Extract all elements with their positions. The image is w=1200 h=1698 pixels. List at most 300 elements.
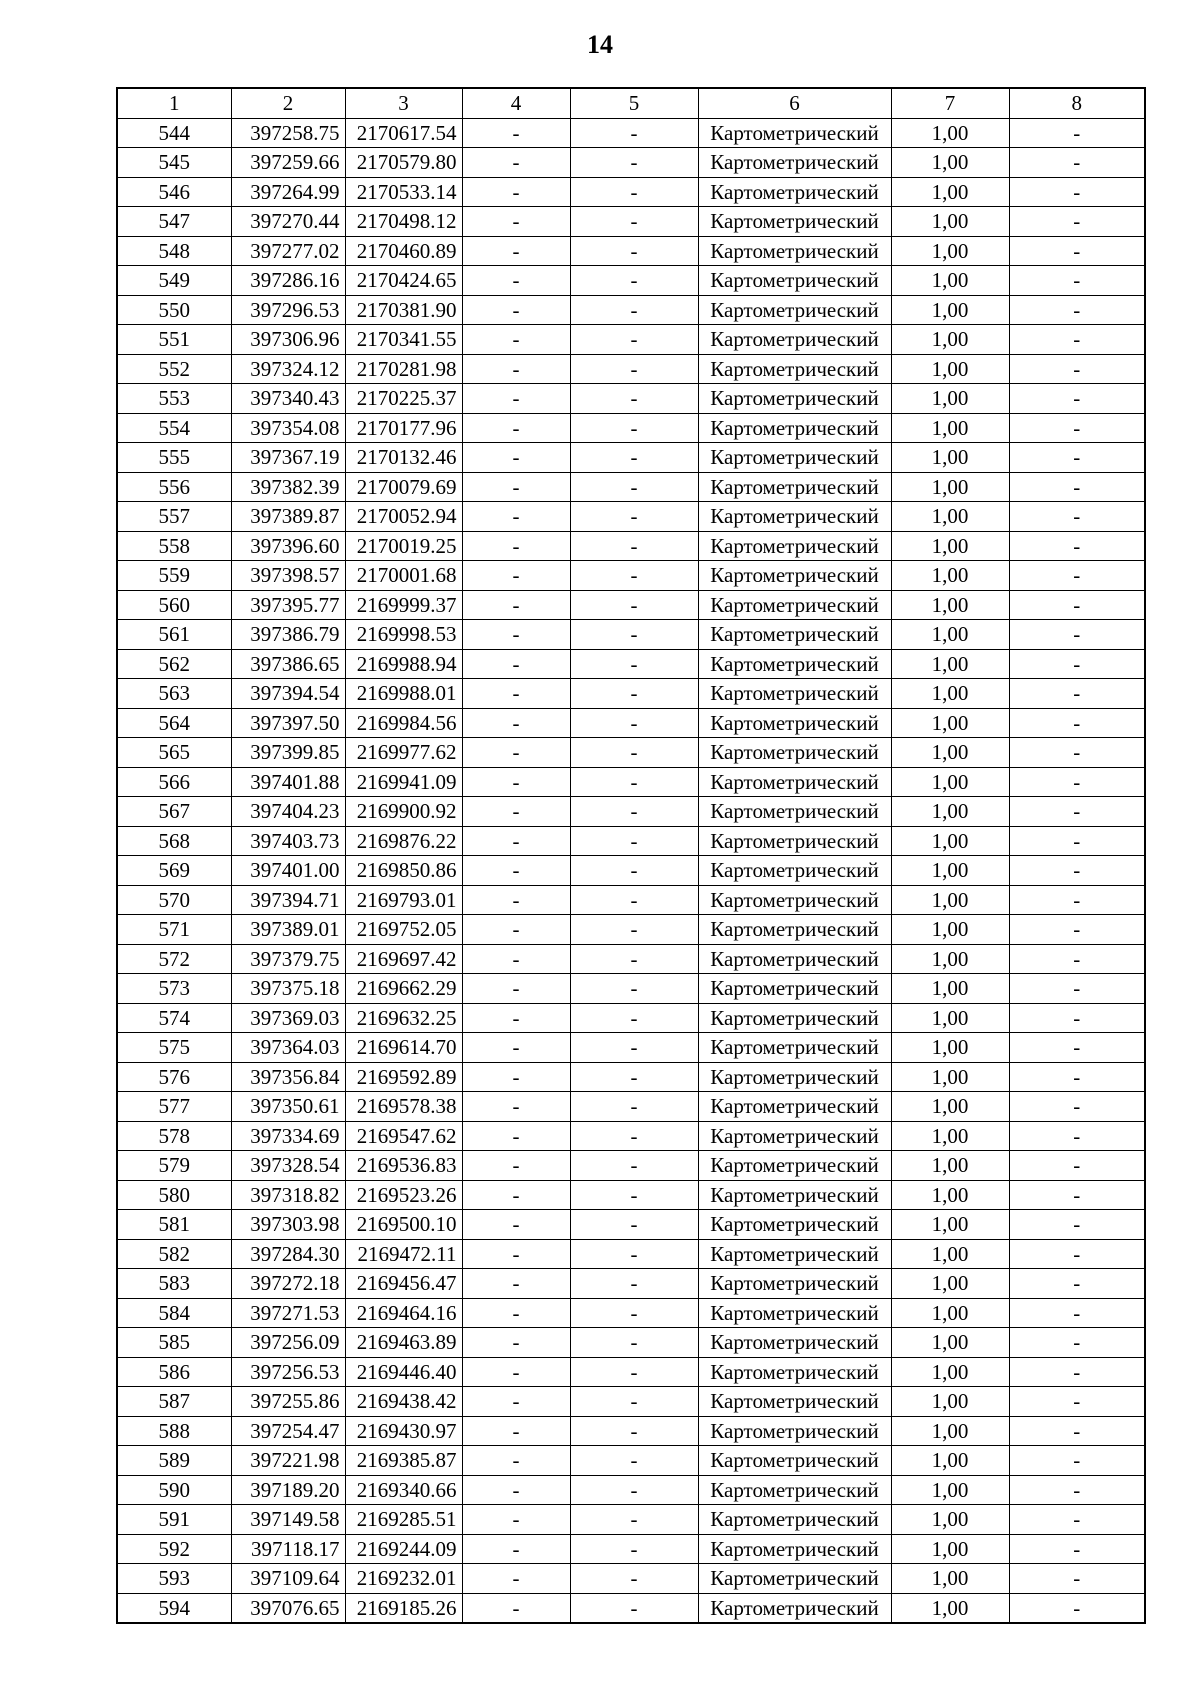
method-cell: Картометрический — [698, 443, 891, 473]
method-cell: Картометрический — [698, 826, 891, 856]
y-coordinate-cell: 2169988.01 — [345, 679, 462, 709]
column-4-cell: - — [462, 1003, 570, 1033]
x-coordinate-cell: 397340.43 — [231, 384, 345, 414]
x-coordinate-cell: 397254.47 — [231, 1416, 345, 1446]
y-coordinate-cell: 2169547.62 — [345, 1121, 462, 1151]
column-5-cell: - — [570, 1033, 698, 1063]
accuracy-cell: 1,00 — [891, 1564, 1009, 1594]
table-row — [117, 1210, 1145, 1240]
accuracy-cell: 1,00 — [891, 708, 1009, 738]
x-coordinate-cell: 397369.03 — [231, 1003, 345, 1033]
column-8-cell: - — [1009, 118, 1145, 148]
method-cell: Картометрический — [698, 561, 891, 591]
method-cell: Картометрический — [698, 1357, 891, 1387]
method-cell: Картометрический — [698, 472, 891, 502]
column-5-cell: - — [570, 708, 698, 738]
x-coordinate-cell: 397270.44 — [231, 207, 345, 237]
x-coordinate-cell: 397306.96 — [231, 325, 345, 355]
x-coordinate-cell: 397350.61 — [231, 1092, 345, 1122]
column-4-cell: - — [462, 325, 570, 355]
point-number-cell: 589 — [117, 1446, 231, 1476]
table-row — [117, 1180, 1145, 1210]
point-number-cell: 549 — [117, 266, 231, 296]
method-cell: Картометрический — [698, 885, 891, 915]
x-coordinate-cell: 397394.54 — [231, 679, 345, 709]
method-cell: Картометрический — [698, 590, 891, 620]
column-header-5: 5 — [570, 88, 698, 118]
column-header-3: 3 — [345, 88, 462, 118]
point-number-cell: 560 — [117, 590, 231, 620]
y-coordinate-cell: 2170460.89 — [345, 236, 462, 266]
y-coordinate-cell: 2169632.25 — [345, 1003, 462, 1033]
column-8-cell: - — [1009, 266, 1145, 296]
point-number-cell: 581 — [117, 1210, 231, 1240]
column-5-cell: - — [570, 1151, 698, 1181]
x-coordinate-cell: 397303.98 — [231, 1210, 345, 1240]
accuracy-cell: 1,00 — [891, 354, 1009, 384]
method-cell: Картометрический — [698, 974, 891, 1004]
column-4-cell: - — [462, 1298, 570, 1328]
column-8-cell: - — [1009, 1092, 1145, 1122]
column-8-cell: - — [1009, 384, 1145, 414]
point-number-cell: 562 — [117, 649, 231, 679]
column-5-cell: - — [570, 177, 698, 207]
point-number-cell: 547 — [117, 207, 231, 237]
column-8-cell: - — [1009, 531, 1145, 561]
column-5-cell: - — [570, 767, 698, 797]
column-4-cell: - — [462, 1180, 570, 1210]
accuracy-cell: 1,00 — [891, 885, 1009, 915]
point-number-cell: 575 — [117, 1033, 231, 1063]
column-4-cell: - — [462, 1505, 570, 1535]
accuracy-cell: 1,00 — [891, 236, 1009, 266]
column-8-cell: - — [1009, 1062, 1145, 1092]
y-coordinate-cell: 2169456.47 — [345, 1269, 462, 1299]
column-8-cell: - — [1009, 649, 1145, 679]
table-row — [117, 649, 1145, 679]
x-coordinate-cell: 397404.23 — [231, 797, 345, 827]
y-coordinate-cell: 2169578.38 — [345, 1092, 462, 1122]
method-cell: Картометрический — [698, 295, 891, 325]
method-cell: Картометрический — [698, 1239, 891, 1269]
accuracy-cell: 1,00 — [891, 1003, 1009, 1033]
column-5-cell: - — [570, 472, 698, 502]
method-cell: Картометрический — [698, 915, 891, 945]
table-row — [117, 443, 1145, 473]
table-row — [117, 266, 1145, 296]
point-number-cell: 584 — [117, 1298, 231, 1328]
point-number-cell: 561 — [117, 620, 231, 650]
point-number-cell: 573 — [117, 974, 231, 1004]
method-cell: Картометрический — [698, 1062, 891, 1092]
accuracy-cell: 1,00 — [891, 915, 1009, 945]
column-5-cell: - — [570, 1534, 698, 1564]
y-coordinate-cell: 2169385.87 — [345, 1446, 462, 1476]
method-cell: Картометрический — [698, 944, 891, 974]
method-cell: Картометрический — [698, 1151, 891, 1181]
point-number-cell: 585 — [117, 1328, 231, 1358]
column-8-cell: - — [1009, 915, 1145, 945]
accuracy-cell: 1,00 — [891, 1121, 1009, 1151]
column-8-cell: - — [1009, 1298, 1145, 1328]
column-4-cell: - — [462, 1269, 570, 1299]
y-coordinate-cell: 2170617.54 — [345, 118, 462, 148]
x-coordinate-cell: 397255.86 — [231, 1387, 345, 1417]
accuracy-cell: 1,00 — [891, 974, 1009, 1004]
accuracy-cell: 1,00 — [891, 1298, 1009, 1328]
column-4-cell: - — [462, 974, 570, 1004]
table-row — [117, 738, 1145, 768]
table-row — [117, 974, 1145, 1004]
x-coordinate-cell: 397401.88 — [231, 767, 345, 797]
x-coordinate-cell: 397277.02 — [231, 236, 345, 266]
x-coordinate-cell: 397258.75 — [231, 118, 345, 148]
point-number-cell: 586 — [117, 1357, 231, 1387]
column-5-cell: - — [570, 148, 698, 178]
y-coordinate-cell: 2170281.98 — [345, 354, 462, 384]
point-number-cell: 558 — [117, 531, 231, 561]
column-5-cell: - — [570, 1416, 698, 1446]
x-coordinate-cell: 397364.03 — [231, 1033, 345, 1063]
accuracy-cell: 1,00 — [891, 1180, 1009, 1210]
table-row — [117, 1387, 1145, 1417]
method-cell: Картометрический — [698, 1593, 891, 1623]
y-coordinate-cell: 2169464.16 — [345, 1298, 462, 1328]
x-coordinate-cell: 397397.50 — [231, 708, 345, 738]
point-number-cell: 555 — [117, 443, 231, 473]
method-cell: Картометрический — [698, 118, 891, 148]
accuracy-cell: 1,00 — [891, 1151, 1009, 1181]
column-8-cell: - — [1009, 443, 1145, 473]
column-8-cell: - — [1009, 1505, 1145, 1535]
x-coordinate-cell: 397109.64 — [231, 1564, 345, 1594]
column-5-cell: - — [570, 1505, 698, 1535]
column-5-cell: - — [570, 266, 698, 296]
table-row — [117, 1121, 1145, 1151]
x-coordinate-cell: 397403.73 — [231, 826, 345, 856]
accuracy-cell: 1,00 — [891, 826, 1009, 856]
column-8-cell: - — [1009, 885, 1145, 915]
column-4-cell: - — [462, 1121, 570, 1151]
table-row — [117, 826, 1145, 856]
method-cell: Картометрический — [698, 1564, 891, 1594]
y-coordinate-cell: 2169500.10 — [345, 1210, 462, 1240]
column-4-cell: - — [462, 443, 570, 473]
table-row — [117, 295, 1145, 325]
table-row — [117, 177, 1145, 207]
y-coordinate-cell: 2170579.80 — [345, 148, 462, 178]
column-5-cell: - — [570, 1328, 698, 1358]
y-coordinate-cell: 2169592.89 — [345, 1062, 462, 1092]
accuracy-cell: 1,00 — [891, 148, 1009, 178]
table-row — [117, 148, 1145, 178]
column-5-cell: - — [570, 443, 698, 473]
column-5-cell: - — [570, 974, 698, 1004]
column-8-cell: - — [1009, 826, 1145, 856]
accuracy-cell: 1,00 — [891, 1534, 1009, 1564]
accuracy-cell: 1,00 — [891, 295, 1009, 325]
point-number-cell: 570 — [117, 885, 231, 915]
accuracy-cell: 1,00 — [891, 384, 1009, 414]
accuracy-cell: 1,00 — [891, 767, 1009, 797]
column-4-cell: - — [462, 767, 570, 797]
x-coordinate-cell: 397296.53 — [231, 295, 345, 325]
point-number-cell: 569 — [117, 856, 231, 886]
column-4-cell: - — [462, 856, 570, 886]
column-4-cell: - — [462, 679, 570, 709]
table-row — [117, 856, 1145, 886]
table-row — [117, 885, 1145, 915]
method-cell: Картометрический — [698, 1180, 891, 1210]
column-4-cell: - — [462, 1328, 570, 1358]
point-number-cell: 590 — [117, 1475, 231, 1505]
point-number-cell: 565 — [117, 738, 231, 768]
column-8-cell: - — [1009, 944, 1145, 974]
table-row — [117, 679, 1145, 709]
column-4-cell: - — [462, 236, 570, 266]
x-coordinate-cell: 397382.39 — [231, 472, 345, 502]
column-5-cell: - — [570, 1387, 698, 1417]
column-4-cell: - — [462, 118, 570, 148]
point-number-cell: 593 — [117, 1564, 231, 1594]
point-number-cell: 546 — [117, 177, 231, 207]
column-5-cell: - — [570, 1298, 698, 1328]
table-row — [117, 1033, 1145, 1063]
y-coordinate-cell: 2169536.83 — [345, 1151, 462, 1181]
x-coordinate-cell: 397264.99 — [231, 177, 345, 207]
accuracy-cell: 1,00 — [891, 1062, 1009, 1092]
x-coordinate-cell: 397271.53 — [231, 1298, 345, 1328]
accuracy-cell: 1,00 — [891, 413, 1009, 443]
x-coordinate-cell: 397286.16 — [231, 266, 345, 296]
table-row — [117, 502, 1145, 532]
point-number-cell: 576 — [117, 1062, 231, 1092]
column-8-cell: - — [1009, 1033, 1145, 1063]
column-4-cell: - — [462, 885, 570, 915]
table-row — [117, 561, 1145, 591]
column-header-8: 8 — [1009, 88, 1145, 118]
point-number-cell: 582 — [117, 1239, 231, 1269]
accuracy-cell: 1,00 — [891, 207, 1009, 237]
x-coordinate-cell: 397328.54 — [231, 1151, 345, 1181]
accuracy-cell: 1,00 — [891, 177, 1009, 207]
method-cell: Картометрический — [698, 1298, 891, 1328]
method-cell: Картометрический — [698, 413, 891, 443]
table-row — [117, 1446, 1145, 1476]
accuracy-cell: 1,00 — [891, 944, 1009, 974]
column-8-cell: - — [1009, 1121, 1145, 1151]
y-coordinate-cell: 2169446.40 — [345, 1357, 462, 1387]
accuracy-cell: 1,00 — [891, 649, 1009, 679]
x-coordinate-cell: 397386.79 — [231, 620, 345, 650]
column-4-cell: - — [462, 413, 570, 443]
method-cell: Картометрический — [698, 384, 891, 414]
y-coordinate-cell: 2170225.37 — [345, 384, 462, 414]
column-4-cell: - — [462, 1151, 570, 1181]
column-4-cell: - — [462, 1534, 570, 1564]
table-row — [117, 1357, 1145, 1387]
column-5-cell: - — [570, 1180, 698, 1210]
y-coordinate-cell: 2170132.46 — [345, 443, 462, 473]
point-number-cell: 554 — [117, 413, 231, 443]
table-row — [117, 708, 1145, 738]
column-5-cell: - — [570, 1003, 698, 1033]
method-cell: Картометрический — [698, 1416, 891, 1446]
accuracy-cell: 1,00 — [891, 1387, 1009, 1417]
point-number-cell: 551 — [117, 325, 231, 355]
column-4-cell: - — [462, 295, 570, 325]
x-coordinate-cell: 397076.65 — [231, 1593, 345, 1623]
column-8-cell: - — [1009, 1239, 1145, 1269]
method-cell: Картометрический — [698, 502, 891, 532]
column-8-cell: - — [1009, 207, 1145, 237]
table-row — [117, 767, 1145, 797]
column-8-cell: - — [1009, 797, 1145, 827]
method-cell: Картометрический — [698, 1505, 891, 1535]
column-5-cell: - — [570, 590, 698, 620]
column-8-cell: - — [1009, 148, 1145, 178]
y-coordinate-cell: 2170001.68 — [345, 561, 462, 591]
point-number-cell: 574 — [117, 1003, 231, 1033]
point-number-cell: 544 — [117, 118, 231, 148]
x-coordinate-cell: 397189.20 — [231, 1475, 345, 1505]
y-coordinate-cell: 2169472.11 — [345, 1239, 462, 1269]
x-coordinate-cell: 397356.84 — [231, 1062, 345, 1092]
y-coordinate-cell: 2169941.09 — [345, 767, 462, 797]
column-5-cell: - — [570, 295, 698, 325]
column-4-cell: - — [462, 1593, 570, 1623]
point-number-cell: 552 — [117, 354, 231, 384]
x-coordinate-cell: 397221.98 — [231, 1446, 345, 1476]
method-cell: Картометрический — [698, 177, 891, 207]
y-coordinate-cell: 2169523.26 — [345, 1180, 462, 1210]
column-4-cell: - — [462, 531, 570, 561]
accuracy-cell: 1,00 — [891, 1416, 1009, 1446]
column-8-cell: - — [1009, 177, 1145, 207]
accuracy-cell: 1,00 — [891, 797, 1009, 827]
table-row — [117, 207, 1145, 237]
x-coordinate-cell: 397259.66 — [231, 148, 345, 178]
column-5-cell: - — [570, 384, 698, 414]
table-row — [117, 1003, 1145, 1033]
column-4-cell: - — [462, 1475, 570, 1505]
column-5-cell: - — [570, 738, 698, 768]
column-5-cell: - — [570, 856, 698, 886]
point-number-cell: 568 — [117, 826, 231, 856]
method-cell: Картометрический — [698, 531, 891, 561]
column-8-cell: - — [1009, 1564, 1145, 1594]
column-4-cell: - — [462, 148, 570, 178]
y-coordinate-cell: 2169614.70 — [345, 1033, 462, 1063]
y-coordinate-cell: 2169984.56 — [345, 708, 462, 738]
x-coordinate-cell: 397375.18 — [231, 974, 345, 1004]
column-8-cell: - — [1009, 354, 1145, 384]
column-8-cell: - — [1009, 1534, 1145, 1564]
y-coordinate-cell: 2169340.66 — [345, 1475, 462, 1505]
y-coordinate-cell: 2169185.26 — [345, 1593, 462, 1623]
accuracy-cell: 1,00 — [891, 443, 1009, 473]
accuracy-cell: 1,00 — [891, 590, 1009, 620]
column-5-cell: - — [570, 502, 698, 532]
method-cell: Картометрический — [698, 207, 891, 237]
accuracy-cell: 1,00 — [891, 531, 1009, 561]
method-cell: Картометрический — [698, 1121, 891, 1151]
column-8-cell: - — [1009, 1475, 1145, 1505]
point-number-cell: 566 — [117, 767, 231, 797]
x-coordinate-cell: 397256.09 — [231, 1328, 345, 1358]
column-4-cell: - — [462, 708, 570, 738]
column-8-cell: - — [1009, 974, 1145, 1004]
accuracy-cell: 1,00 — [891, 118, 1009, 148]
x-coordinate-cell: 397398.57 — [231, 561, 345, 591]
column-8-cell: - — [1009, 708, 1145, 738]
method-cell: Картометрический — [698, 767, 891, 797]
x-coordinate-cell: 397394.71 — [231, 885, 345, 915]
x-coordinate-cell: 397389.01 — [231, 915, 345, 945]
column-4-cell: - — [462, 354, 570, 384]
table-row — [117, 384, 1145, 414]
column-4-cell: - — [462, 1416, 570, 1446]
x-coordinate-cell: 397367.19 — [231, 443, 345, 473]
column-5-cell: - — [570, 1593, 698, 1623]
y-coordinate-cell: 2169285.51 — [345, 1505, 462, 1535]
y-coordinate-cell: 2169900.92 — [345, 797, 462, 827]
accuracy-cell: 1,00 — [891, 1033, 1009, 1063]
column-8-cell: - — [1009, 1269, 1145, 1299]
column-8-cell: - — [1009, 1446, 1145, 1476]
accuracy-cell: 1,00 — [891, 1210, 1009, 1240]
y-coordinate-cell: 2169697.42 — [345, 944, 462, 974]
table-row — [117, 325, 1145, 355]
table-header-row — [117, 88, 1145, 118]
x-coordinate-cell: 397149.58 — [231, 1505, 345, 1535]
accuracy-cell: 1,00 — [891, 620, 1009, 650]
y-coordinate-cell: 2169998.53 — [345, 620, 462, 650]
x-coordinate-cell: 397386.65 — [231, 649, 345, 679]
column-4-cell: - — [462, 797, 570, 827]
column-4-cell: - — [462, 590, 570, 620]
table-row — [117, 1092, 1145, 1122]
column-8-cell: - — [1009, 767, 1145, 797]
point-number-cell: 580 — [117, 1180, 231, 1210]
method-cell: Картометрический — [698, 1269, 891, 1299]
point-number-cell: 550 — [117, 295, 231, 325]
accuracy-cell: 1,00 — [891, 1092, 1009, 1122]
column-8-cell: - — [1009, 502, 1145, 532]
coordinates-table — [116, 87, 1146, 1624]
x-coordinate-cell: 397256.53 — [231, 1357, 345, 1387]
point-number-cell: 588 — [117, 1416, 231, 1446]
method-cell: Картометрический — [698, 325, 891, 355]
x-coordinate-cell: 397118.17 — [231, 1534, 345, 1564]
table-row — [117, 797, 1145, 827]
y-coordinate-cell: 2169752.05 — [345, 915, 462, 945]
column-header-6: 6 — [698, 88, 891, 118]
column-8-cell: - — [1009, 1328, 1145, 1358]
point-number-cell: 564 — [117, 708, 231, 738]
column-4-cell: - — [462, 1062, 570, 1092]
column-5-cell: - — [570, 1564, 698, 1594]
column-5-cell: - — [570, 1062, 698, 1092]
method-cell: Картометрический — [698, 1003, 891, 1033]
y-coordinate-cell: 2169244.09 — [345, 1534, 462, 1564]
column-header-4: 4 — [462, 88, 570, 118]
y-coordinate-cell: 2169662.29 — [345, 974, 462, 1004]
column-8-cell: - — [1009, 1151, 1145, 1181]
method-cell: Картометрический — [698, 354, 891, 384]
x-coordinate-cell: 397379.75 — [231, 944, 345, 974]
column-4-cell: - — [462, 944, 570, 974]
